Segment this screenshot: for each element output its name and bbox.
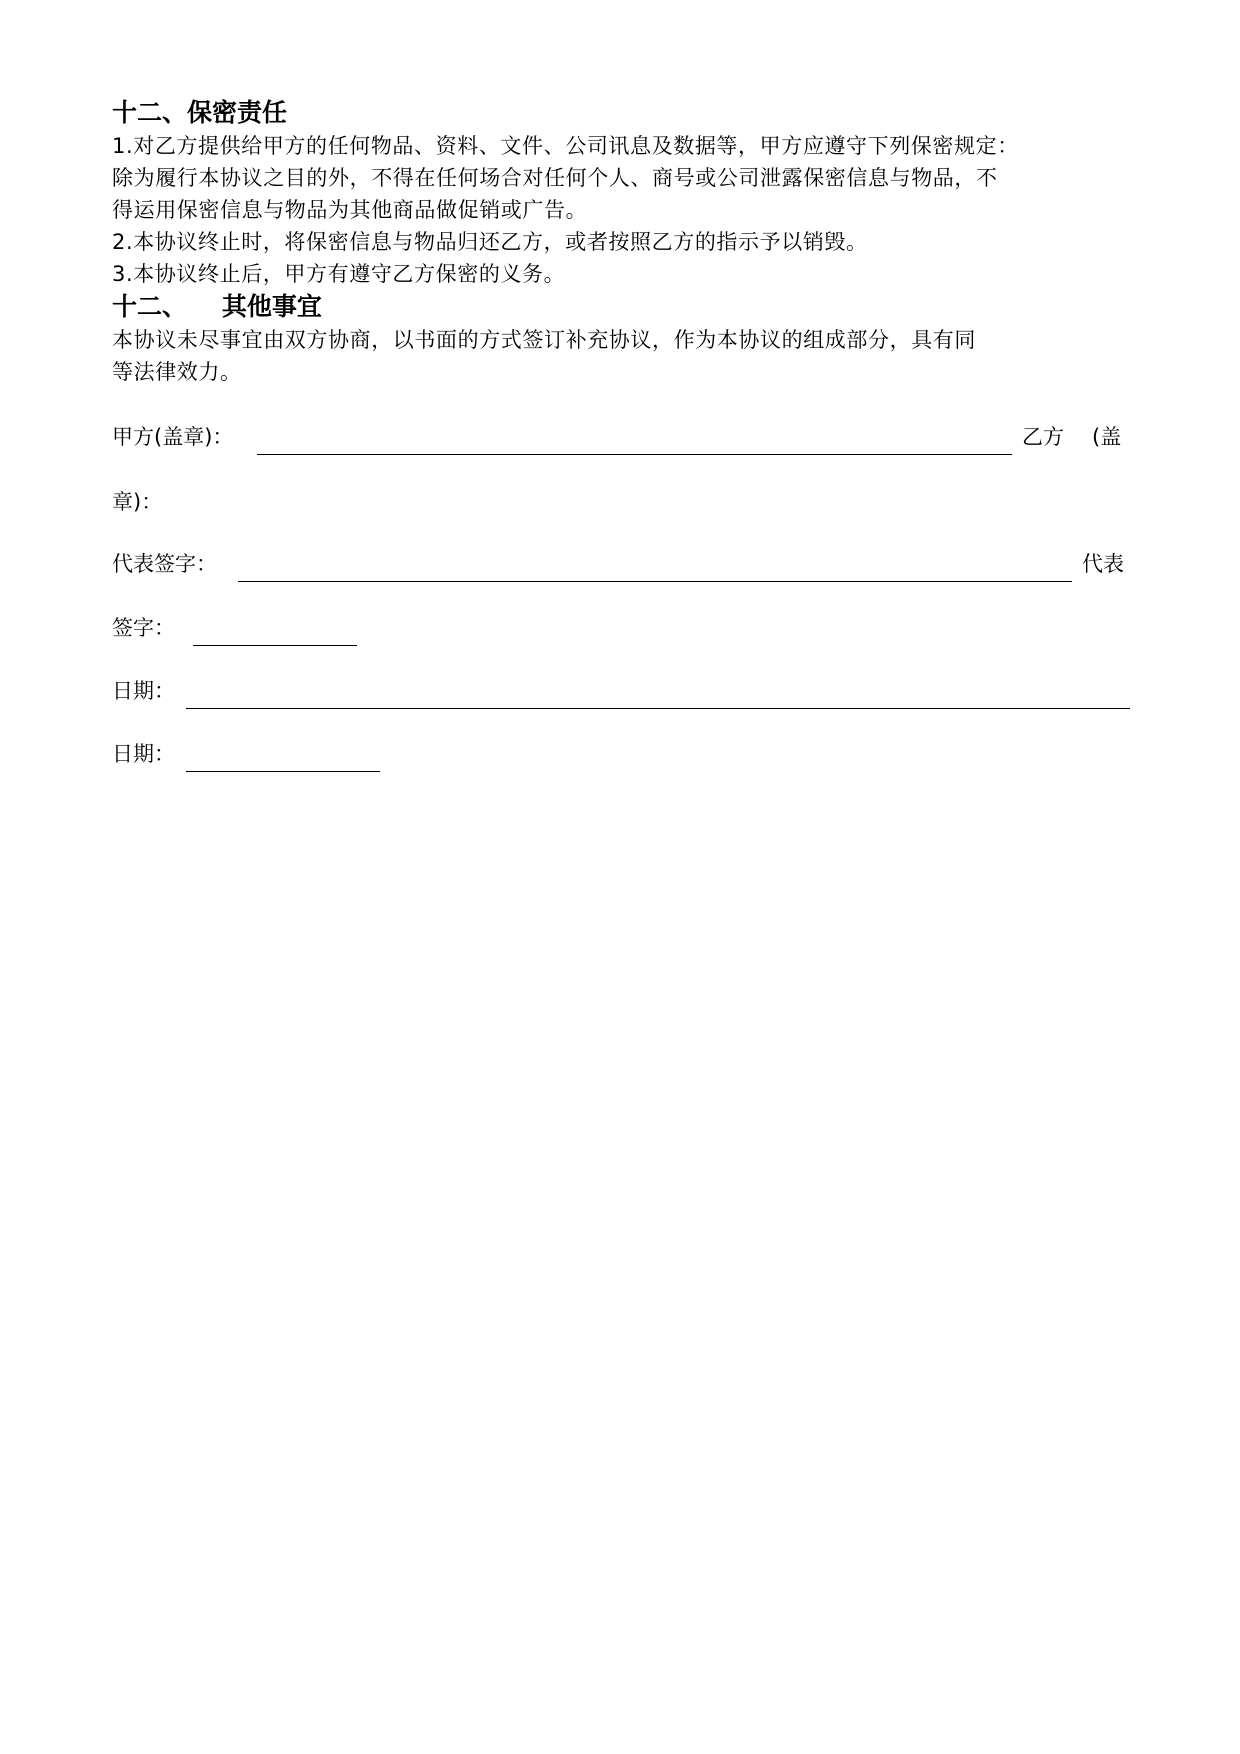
party-a-seal-label: 甲方(盖章)： — [112, 425, 234, 449]
party-b-seal-label-suffix: (盖 — [1092, 425, 1122, 449]
rep-signature-b-label: 代表 — [1082, 552, 1124, 576]
party-a-seal-row — [112, 419, 1130, 455]
rep-signature-a-field[interactable] — [238, 581, 1072, 582]
date-b-label: 日期： — [112, 742, 175, 766]
other-matters-heading: 十二、 其他事宜 — [112, 292, 322, 321]
confidentiality-clause-1-line1: 1.对乙方提供给甲方的任何物品、资料、文件、公司讯息及数据等，甲方应遵守下列保密规定： — [112, 134, 1019, 158]
date-b-field[interactable] — [186, 771, 380, 772]
rep-signature-a-label: 代表签字： — [112, 552, 217, 576]
date-b-row — [112, 736, 1130, 772]
party-a-seal-field[interactable] — [257, 454, 1012, 455]
date-a-label: 日期： — [112, 679, 175, 703]
party-b-seal-label-cont: 章)： — [112, 490, 163, 514]
confidentiality-clause-3: 3.本协议终止后，甲方有遵守乙方保密的义务。 — [112, 262, 566, 286]
rep-signature-b-row — [112, 610, 1130, 646]
rep-signature-b-label-cont: 签字： — [112, 616, 175, 640]
other-matters-line1: 本协议未尽事宜由双方协商，以书面的方式签订补充协议，作为本协议的组成部分，具有同 — [112, 328, 976, 352]
confidentiality-clause-1-line2: 除为履行本协议之目的外，不得在任何场合对任何个人、商号或公司泄露保密信息与物品，不 — [112, 166, 998, 190]
party-b-seal-row — [112, 484, 1130, 520]
confidentiality-clause-1-line3: 得运用保密信息与物品为其他商品做促销或广告。 — [112, 198, 588, 222]
rep-signature-b-field[interactable] — [193, 645, 357, 646]
other-matters-line2: 等法律效力。 — [112, 360, 242, 384]
date-a-row — [112, 673, 1130, 709]
date-a-field[interactable] — [186, 708, 1130, 709]
rep-signature-a-row — [112, 546, 1130, 582]
document-content — [112, 96, 1130, 766]
party-b-seal-label: 乙方 — [1022, 425, 1064, 449]
confidentiality-heading: 十二、保密责任 — [112, 98, 288, 127]
confidentiality-clause-2: 2.本协议终止时，将保密信息与物品归还乙方，或者按照乙方的指示予以销毁。 — [112, 230, 868, 254]
